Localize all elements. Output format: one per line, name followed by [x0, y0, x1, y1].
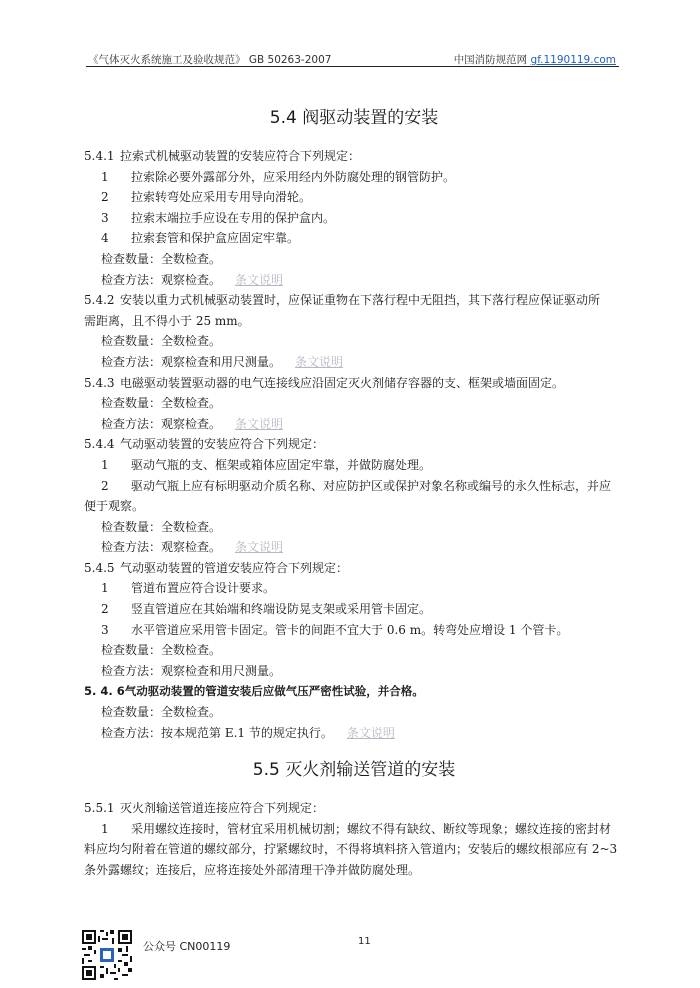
clause-5-5-1 — [84, 798, 624, 819]
clause-5-4-2 — [84, 290, 624, 311]
header-rule — [86, 66, 619, 67]
list-item: 1 采用螺纹连接时，管材宜采用机械切割；螺纹不得有缺纹、断纹等现象；螺纹连接的密封材 — [101, 821, 612, 836]
clause-text: 安装以重力式机械驱动装置时，应保证重物在下落行程中无阻挡，其下落行程应保证驱动所 — [120, 293, 601, 308]
clause-explanation-link[interactable]: 条文说明 — [235, 540, 284, 555]
clause-text: 灭火剂输送管道连接应符合下列规定： — [120, 801, 325, 816]
clause-explanation-link[interactable]: 条文说明 — [235, 416, 284, 431]
list-item: 1 驱动气瓶的支、框架或箱体应固定牢靠，并做防腐处理。 — [101, 457, 432, 472]
check-method: 检查方法：观察检查和用尺测量。 条文说明 — [101, 354, 344, 369]
site-name: 中国消防规范网 — [453, 54, 528, 66]
qr-code-icon — [82, 930, 132, 980]
clause-text-continuation: 需距离，且不得小于 25 mm。 — [84, 313, 250, 328]
clause-explanation-link[interactable]: 条文说明 — [235, 272, 284, 287]
check-quantity: 检查数量：全数检查。 — [101, 643, 222, 658]
check-quantity: 检查数量：全数检查。 — [101, 705, 222, 720]
list-item: 2 驱动气瓶上应有标明驱动介质名称、对应防护区或保护对象名称或编号的永久性标志，并应 — [101, 478, 612, 493]
clause-5-4-6 — [84, 681, 624, 702]
page-footer — [0, 930, 700, 980]
clause-5-4-4 — [84, 434, 624, 455]
list-item-continuation: 便于观察。 — [84, 499, 145, 514]
check-method: 检查方法：按本规范第 E.1 节的规定执行。 条文说明 — [101, 725, 395, 740]
list-item-continuation: 条外露螺纹；连接后，应将连接处外部清理干净并做防腐处理。 — [84, 863, 421, 877]
clause-number: 5.4.1 — [84, 149, 115, 163]
clause-explanation-link[interactable]: 条文说明 — [346, 725, 395, 740]
list-item: 4 拉索套管和保护盒应固定牢靠。 — [101, 231, 300, 246]
check-quantity: 检查数量：全数检查。 — [101, 396, 222, 411]
list-item: 2 拉索转弯处应采用专用导向滑轮。 — [101, 190, 312, 205]
clause-text: 拉索式机械驱动装置的安装应符合下列规定： — [120, 149, 361, 163]
list-item-continuation: 料应均匀附着在管道的螺纹部分，拧紧螺纹时，不得将填料挤入管道内；安装后的螺纹根部应有 2~3 — [84, 842, 618, 857]
clause-number: 5.4.4 — [84, 437, 115, 452]
clause-text: 电磁驱动装置驱动器的电气连接线应沿固定灭火剂储存容器的支、框架或墙面固定。 — [120, 375, 565, 390]
list-item: 3 水平管道应采用管卡固定。管卡的间距不宜大于 0.6 m。转弯处应增设 1 个管卡。 — [101, 622, 569, 637]
check-quantity: 检查数量：全数检查。 — [101, 334, 222, 349]
clause-5-4-1 — [84, 146, 624, 167]
clause-explanation-link[interactable]: 条文说明 — [295, 354, 344, 369]
check-quantity: 检查数量：全数检查。 — [101, 519, 222, 534]
clause-number: 5.4.5 — [84, 560, 115, 575]
check-quantity: 检查数量：全数检查。 — [101, 251, 222, 266]
document-body — [84, 100, 624, 881]
wechat-account: 公众号 CN00119 — [143, 940, 231, 953]
list-item: 2 竖直管道应在其始端和终端设防晃支架或采用管卡固定。 — [101, 602, 432, 617]
list-item: 3 拉索末端拉手应设在专用的保护盒内。 — [101, 210, 336, 225]
running-header-site — [454, 52, 616, 67]
section-title-5-4: 5.4 阀驱动装置的安装 — [269, 108, 439, 128]
running-header-title: 《气体灭火系统施工及验收规范》 GB 50263-2007 — [88, 54, 332, 66]
clause-number: 5.5.1 — [84, 801, 115, 816]
list-item: 1 管道布置应符合设计要求。 — [101, 581, 276, 596]
check-method: 检查方法：观察检查。 条文说明 — [101, 272, 284, 287]
clause-text: 气动驱动装置的管道安装后应做气压严密性试验，并合格。 — [124, 684, 424, 699]
clause-text: 气动驱动装置的安装应符合下列规定： — [120, 437, 325, 452]
check-method: 检查方法：观察检查。 条文说明 — [101, 416, 284, 431]
page-number: 11 — [358, 936, 371, 947]
clause-text: 气动驱动装置的管道安装应符合下列规定： — [120, 560, 349, 575]
check-method: 检查方法：观察检查。 条文说明 — [101, 540, 284, 555]
clause-number: 5. 4. 6 — [84, 684, 125, 699]
list-item: 1 拉索除必要外露部分外，应采用经内外防腐处理的钢管防护。 — [101, 169, 456, 184]
check-method: 检查方法：观察检查和用尺测量。 — [101, 663, 282, 678]
section-title-5-5: 5.5 灭火剂输送管道的安装 — [252, 760, 456, 781]
clause-number: 5.4.2 — [84, 293, 115, 308]
clause-number: 5.4.3 — [84, 375, 115, 390]
site-url-link[interactable]: gf.1190119.com — [530, 54, 616, 66]
clause-5-4-3 — [84, 373, 624, 394]
clause-5-4-5 — [84, 558, 624, 579]
